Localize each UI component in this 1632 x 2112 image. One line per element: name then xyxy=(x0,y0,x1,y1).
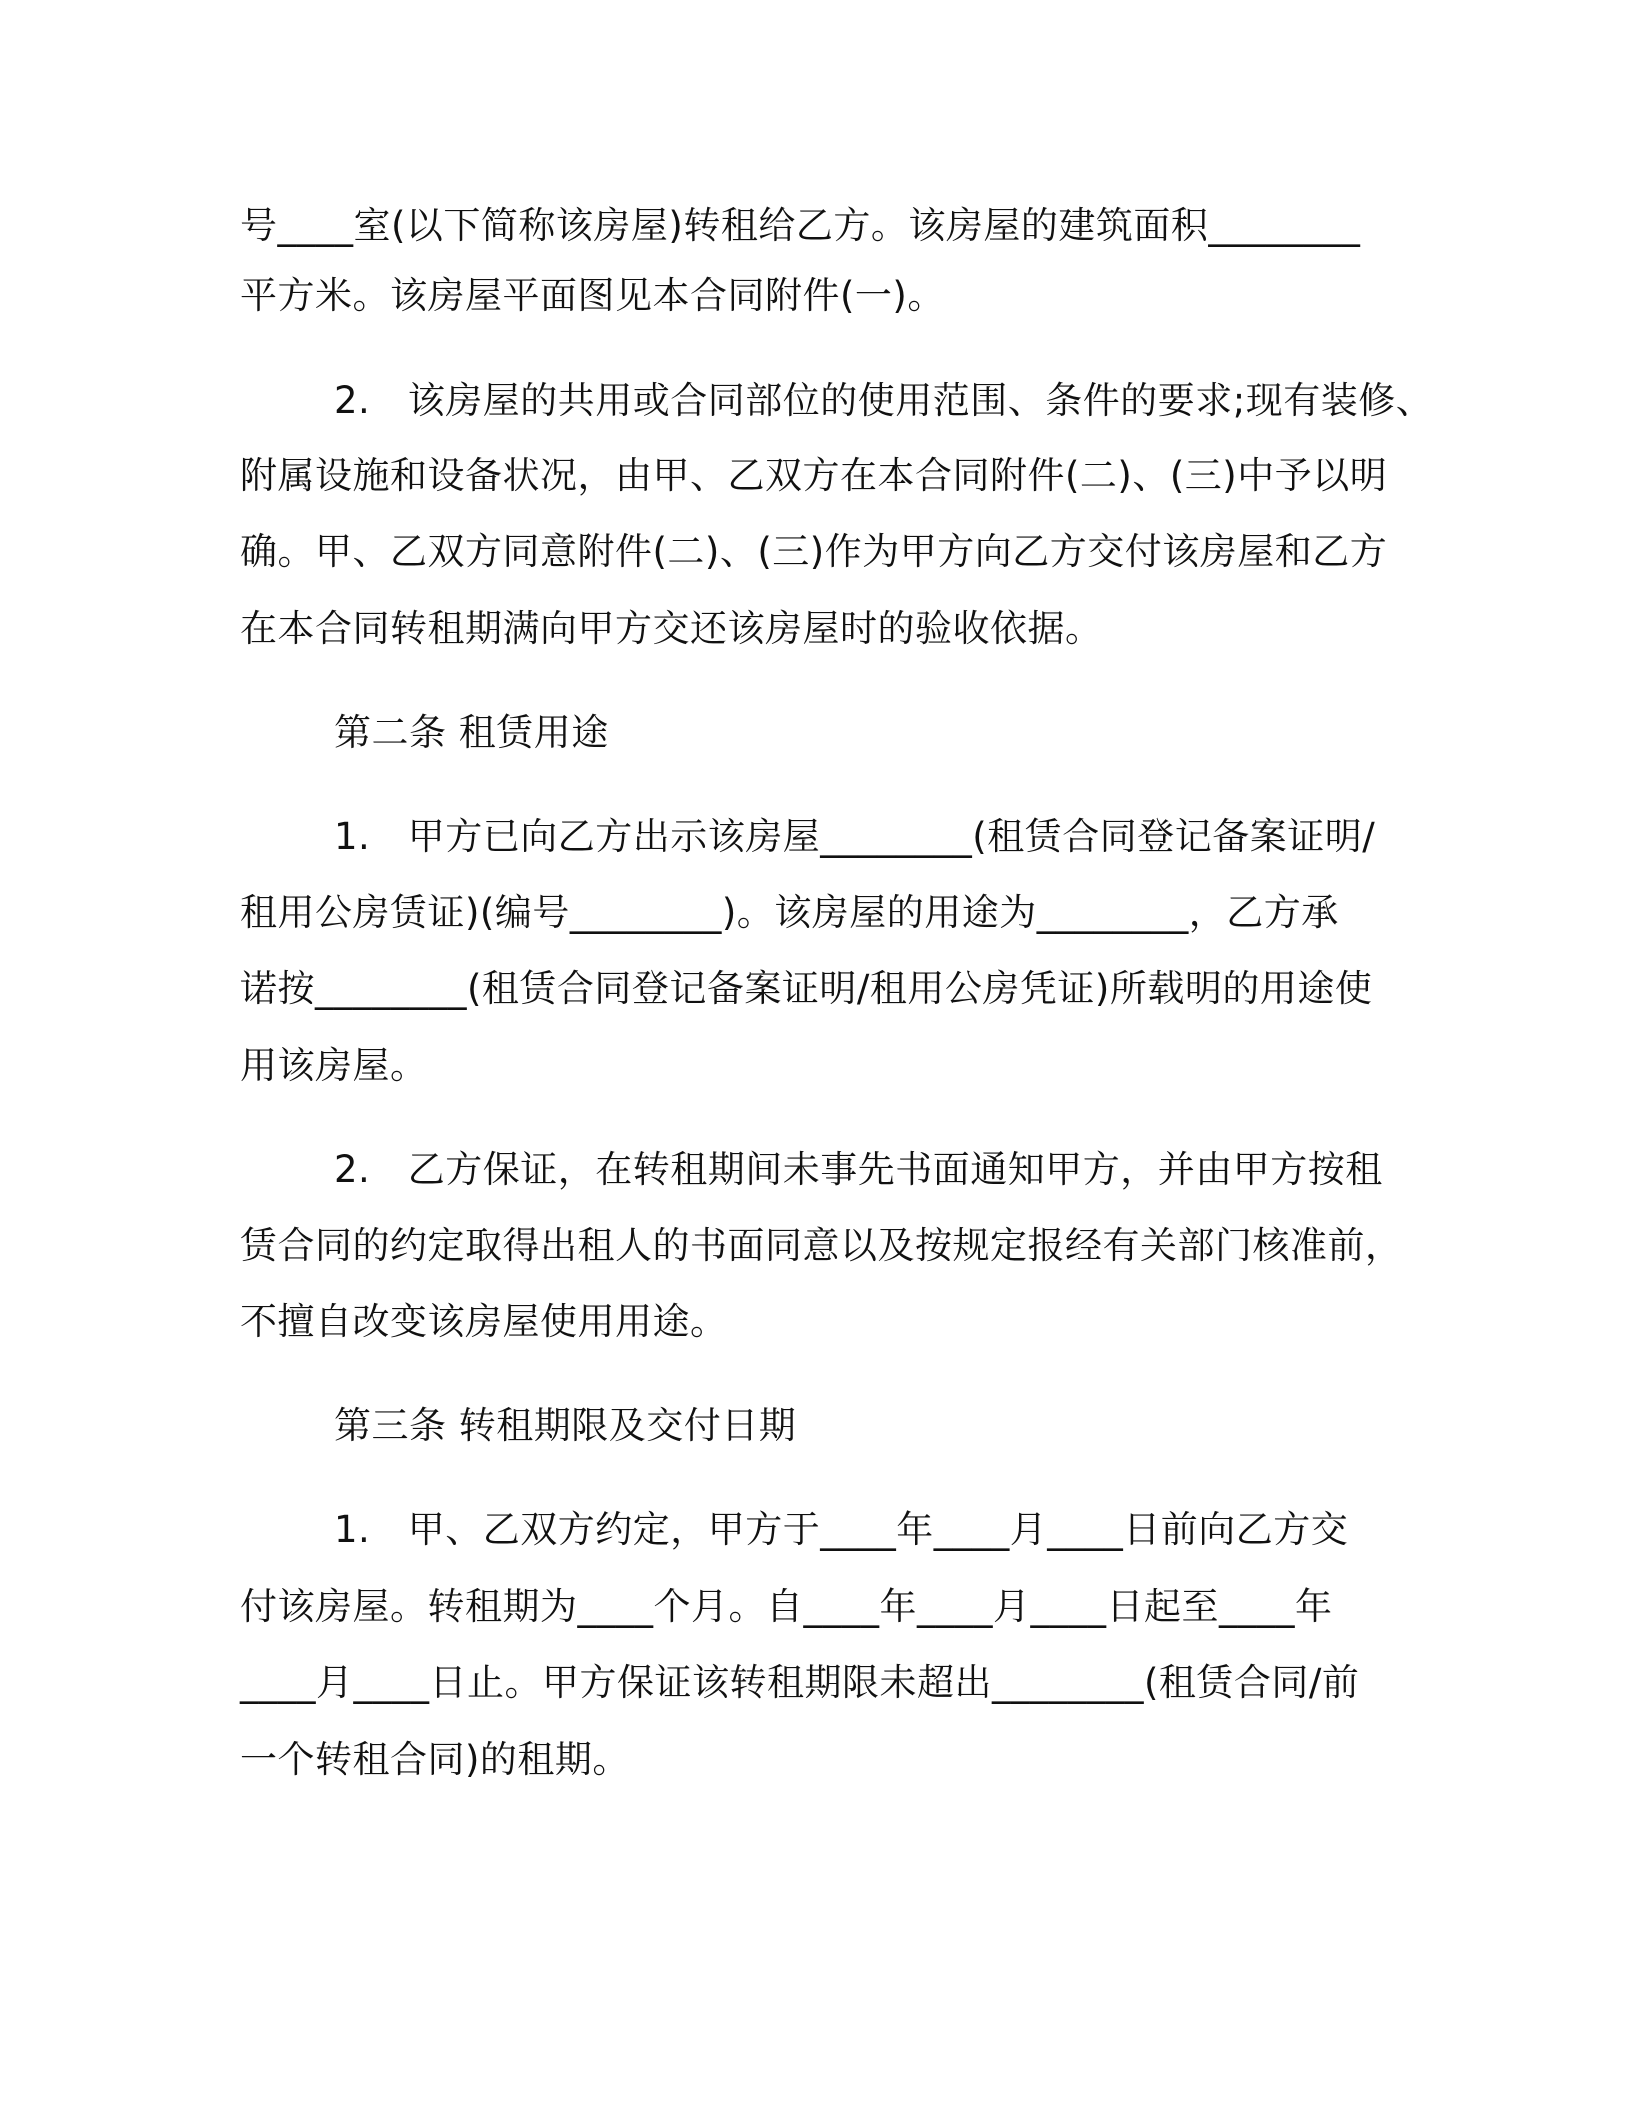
text-line: 租用公房赁证)(编号________)。该房屋的用途为________，乙方承 xyxy=(240,891,1339,934)
section-heading: 第三条 转租期限及交付日期 xyxy=(334,1404,797,1447)
text-line: 确。甲、乙双方同意附件(二)、(三)作为甲方向乙方交付该房屋和乙方 xyxy=(240,530,1388,573)
text-line: 诺按________(租赁合同登记备案证明/租用公房凭证)所载明的用途使 xyxy=(240,967,1373,1010)
text-line: 一个转租合同)的租期。 xyxy=(240,1738,630,1781)
text-line: 2. 该房屋的共用或合同部位的使用范围、条件的要求;现有装修、 xyxy=(334,379,1434,422)
text-line: 在本合同转租期满向甲方交还该房屋时的验收依据。 xyxy=(240,607,1103,650)
text-line: 赁合同的约定取得出租人的书面同意以及按规定报经有关部门核准前， xyxy=(240,1224,1403,1267)
text-line: 平方米。该房屋平面图见本合同附件(一)。 xyxy=(240,274,945,317)
text-line: 2. 乙方保证，在转租期间未事先书面通知甲方，并由甲方按租 xyxy=(334,1148,1383,1191)
text-line: 1. 甲方已向乙方出示该房屋________(租赁合同登记备案证明/ xyxy=(334,815,1376,858)
text-line: ____月____日止。甲方保证该转租期限未超出________(租赁合同/前 xyxy=(240,1661,1360,1704)
text-line: 付该房屋。转租期为____个月。自____年____月____日起至____年 xyxy=(240,1585,1333,1628)
text-line: 1. 甲、乙双方约定，甲方于____年____月____日前向乙方交 xyxy=(334,1508,1349,1551)
section-heading: 第二条 租赁用途 xyxy=(334,711,609,754)
text-line: 附属设施和设备状况，由甲、乙双方在本合同附件(二)、(三)中予以明 xyxy=(240,454,1388,497)
text-line: 号____室(以下简称该房屋)转租给乙方。该房屋的建筑面积________ xyxy=(240,204,1361,247)
text-line: 不擅自改变该房屋使用用途。 xyxy=(240,1300,728,1343)
text-line: 用该房屋。 xyxy=(240,1044,428,1087)
